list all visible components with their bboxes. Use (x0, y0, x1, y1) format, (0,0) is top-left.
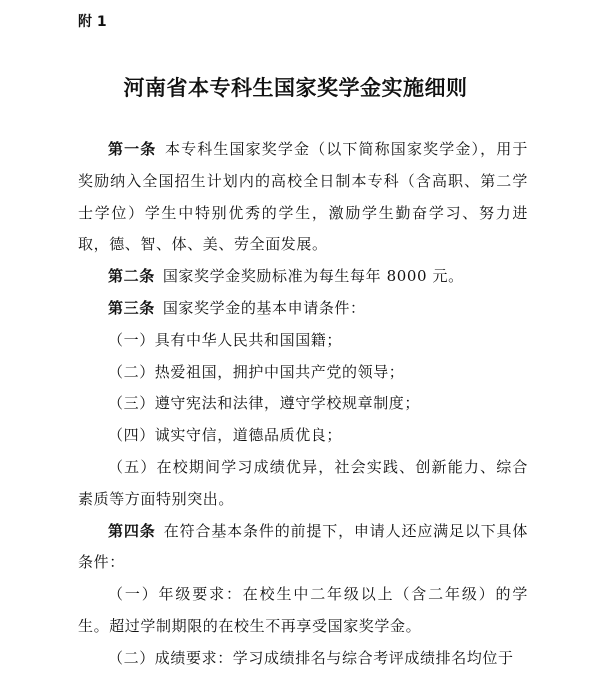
article-4-heading: 第四条 (108, 521, 156, 540)
article-1 (78, 134, 528, 261)
article-3-heading: 第三条 (108, 298, 155, 317)
article-4-item: （一）年级要求：在校生中二年级以上（含二年级）的学生。超过学制期限的在校生不再享受国家奖学金。 (78, 585, 528, 635)
article-2-heading: 第二条 (108, 267, 155, 286)
article-3-text: 国家奖学金的基本申请条件： (162, 298, 366, 317)
article-2-text: 国家奖学金奖励标准为每生每年 8000 元。 (162, 267, 464, 286)
article-3 (78, 293, 528, 325)
article-1-heading: 第一条 (108, 140, 157, 158)
article-2 (78, 261, 528, 293)
article-3-item: （五）在校期间学习成绩优异，社会实践、创新能力、综合素质等方面特别突出。 (78, 457, 528, 508)
article-3-item: （一）具有中华人民共和国国籍； (108, 330, 343, 349)
document-title: 河南省本专科生国家奖学金实施细则 (123, 76, 468, 100)
article-4 (78, 516, 528, 580)
article-3-item: （三）遵守宪法和法律，遵守学校规章制度； (108, 394, 421, 413)
document-body (78, 134, 528, 675)
attachment-label: 附 1 (78, 14, 107, 30)
article-3-item: （二）热爱祖国，拥护中国共产党的领导； (108, 362, 405, 381)
article-4-item: （二）成绩要求：学习成绩排名与综合考评成绩排名均位于 (108, 648, 514, 667)
article-3-item: （四）诚实守信，道德品质优良； (108, 426, 343, 445)
article-1-text: 本专科生国家奖学金（以下简称国家奖学金），用于奖励纳入全国招生计划内的高校全日制本专科（含高职、第二学士学位）学生中特别优秀的学生，激励学生勤奋学习、努力进取，德、智、体、美、劳全面发展。 (78, 140, 528, 254)
article-4-text: 在符合基本条件的前提下，申请人还应满足以下具体条件： (78, 521, 528, 572)
